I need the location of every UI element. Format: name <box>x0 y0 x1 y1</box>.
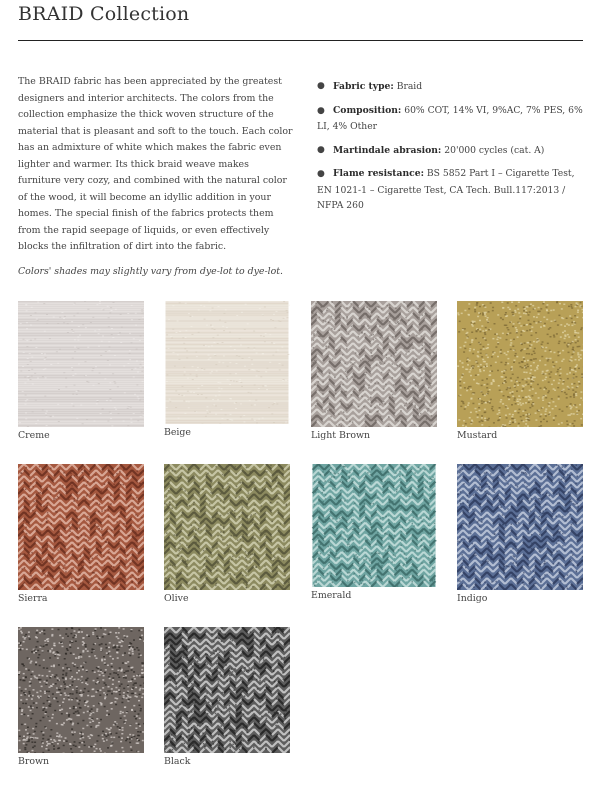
swatch-image <box>18 301 144 427</box>
spec-label: Fabric type: <box>333 81 394 92</box>
bullet-icon: ● <box>317 81 325 91</box>
swatch-olive <box>164 464 290 604</box>
swatch-label: Emerald <box>311 590 352 601</box>
spec-list <box>317 79 583 222</box>
swatch-image <box>311 301 437 427</box>
swatch-label: Sierra <box>18 593 48 604</box>
spec-composition <box>317 103 583 135</box>
bullet-icon: ● <box>317 169 325 179</box>
swatch-label: Brown <box>18 756 50 767</box>
swatch-label: Mustard <box>457 430 498 441</box>
swatch-image <box>164 627 290 753</box>
swatch-beige <box>164 301 290 438</box>
swatch-black <box>164 627 290 767</box>
swatch-indigo <box>457 464 583 604</box>
spec-label: Martindale abrasion: <box>333 144 442 156</box>
bullet-icon: ● <box>317 105 325 116</box>
swatch-image <box>18 464 144 590</box>
page-title: BRAID Collection <box>18 3 190 25</box>
spec-value: BS 5852 Part I – Cigarette Test, EN 1021-1 – Cigarette Test, CA Tech. Bull.117:2013 / NFPA 260 <box>317 168 575 211</box>
swatch-emerald <box>311 464 437 601</box>
swatch-image <box>164 301 290 424</box>
title-divider <box>18 40 583 41</box>
swatch-image <box>18 627 144 753</box>
swatch-label: Indigo <box>457 593 488 604</box>
spec-label: Flame resistance: <box>333 168 424 179</box>
swatch-brown <box>18 627 144 767</box>
swatch-label: Creme <box>18 430 50 441</box>
spec-flame-resistance <box>317 166 583 214</box>
swatch-image <box>457 301 583 427</box>
spec-value: Braid <box>396 81 423 92</box>
swatch-label: Olive <box>164 593 189 604</box>
spec-value: 60% COT, 14% VI, 9%AC, 7% PES, 6% LI, 4% Other <box>317 104 583 132</box>
swatch-mustard <box>457 301 583 441</box>
swatch-light-brown <box>311 301 437 441</box>
swatch-label: Beige <box>164 427 191 438</box>
swatch-label: Black <box>164 756 191 767</box>
spec-fabric-type <box>317 79 583 95</box>
bullet-icon: ● <box>317 144 325 155</box>
spec-value: 20'000 cycles (cat. A) <box>444 144 545 156</box>
dye-lot-note: Colors' shades may slightly vary from dye-lot to dye-lot. <box>18 266 284 277</box>
swatch-label: Light Brown <box>311 430 371 441</box>
collection-description: The BRAID fabric has been appreciated by the greatest designers and interior architects. The colors from the collection emphasize the thick woven structure of the material that is pleasant and soft to the touch. Each color has an admixture of white which makes the fabric even lighter and warmer. Its thick braid weave makes furniture very cozy, and combined with the natural color of the wood, it will become an idyllic addition in your homes. The special finish of the fabrics protects them from the rapid seepage of liquids, or even effectively blocks the infiltration of dirt into the fabric. <box>18 76 293 252</box>
swatch-sierra <box>18 464 144 604</box>
swatch-image <box>457 464 583 590</box>
spec-label: Composition: <box>333 104 402 116</box>
swatch-image <box>164 464 290 590</box>
spec-martindale <box>317 143 583 159</box>
swatch-image <box>311 464 437 587</box>
swatch-creme <box>18 301 144 441</box>
